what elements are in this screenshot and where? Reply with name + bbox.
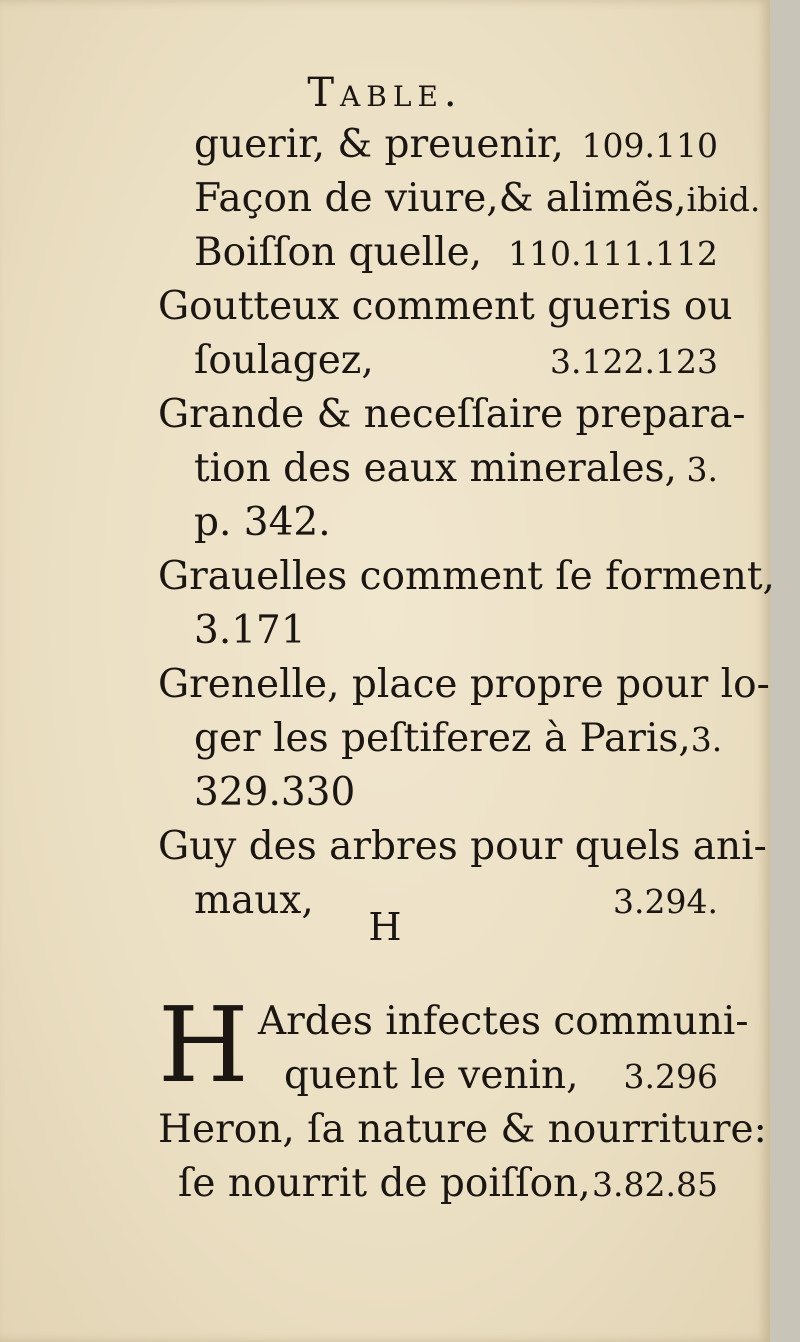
page-ref: 3.82.85 — [592, 1165, 718, 1204]
index-line — [158, 496, 718, 550]
entry-text: Guy des arbres pour quels ani- — [158, 824, 767, 869]
index-line — [158, 118, 718, 172]
entry-text: Grauelles comment ſe forment, — [158, 554, 775, 599]
running-header: Table. — [307, 70, 463, 116]
page-ref: 3.294. — [613, 882, 718, 921]
index-line — [158, 172, 761, 226]
entry-text: p. 342. — [194, 500, 331, 545]
index-line — [158, 1103, 767, 1157]
index-line — [158, 1157, 718, 1211]
entry-text: 3.171 — [194, 608, 306, 653]
index-line — [158, 820, 767, 874]
page-ref: 109.110 — [581, 126, 718, 165]
entry-text: Grande & neceſſaire prepara- — [158, 392, 746, 437]
index-line — [158, 334, 718, 388]
index-line — [158, 712, 723, 766]
page-ref: ibid. — [686, 180, 761, 219]
drop-cap: H — [158, 984, 249, 1106]
index-line — [158, 442, 718, 496]
entry-text: Ardes infectes communi- — [258, 999, 749, 1044]
entry-text: tion des eaux minerales, — [194, 446, 677, 491]
section-letter-heading: H — [368, 905, 402, 949]
entry-text: Façon de viure,& alimẽs, — [194, 176, 687, 221]
entry-text: ſoulagez, — [194, 338, 374, 383]
entry-text: Boiſſon quelle, — [194, 230, 483, 275]
index-line — [158, 226, 718, 280]
entry-text: Goutteux comment gueris ou — [158, 284, 733, 329]
index-line — [158, 388, 746, 442]
page-ref: 3.122.123 — [550, 342, 718, 381]
index-line — [158, 550, 775, 604]
index-line — [158, 766, 718, 820]
page-ref: 3. — [686, 450, 718, 489]
entry-text: 329.330 — [194, 770, 356, 815]
index-line — [158, 280, 733, 334]
entry-text: ger les peſtiferez à Paris, — [194, 716, 691, 761]
entry-text: quent le venin, — [284, 1053, 579, 1098]
entry-text: Grenelle, place propre pour lo- — [158, 662, 770, 707]
entry-text: ſe nourrit de poiſſon, — [178, 1161, 591, 1206]
index-line — [158, 604, 718, 658]
page-ref: 110.111.112 — [508, 234, 718, 273]
entry-text: maux, — [194, 878, 314, 923]
index-entries-h — [158, 984, 767, 1211]
index-entries-g — [158, 118, 775, 928]
index-line — [158, 658, 770, 712]
entry-text: guerir, & preuenir, — [194, 122, 564, 167]
page-ref: 3.296 — [623, 1057, 718, 1096]
entry-text: Heron, ſa nature & nourriture: — [158, 1107, 767, 1152]
page-ref: 3. — [690, 720, 723, 759]
